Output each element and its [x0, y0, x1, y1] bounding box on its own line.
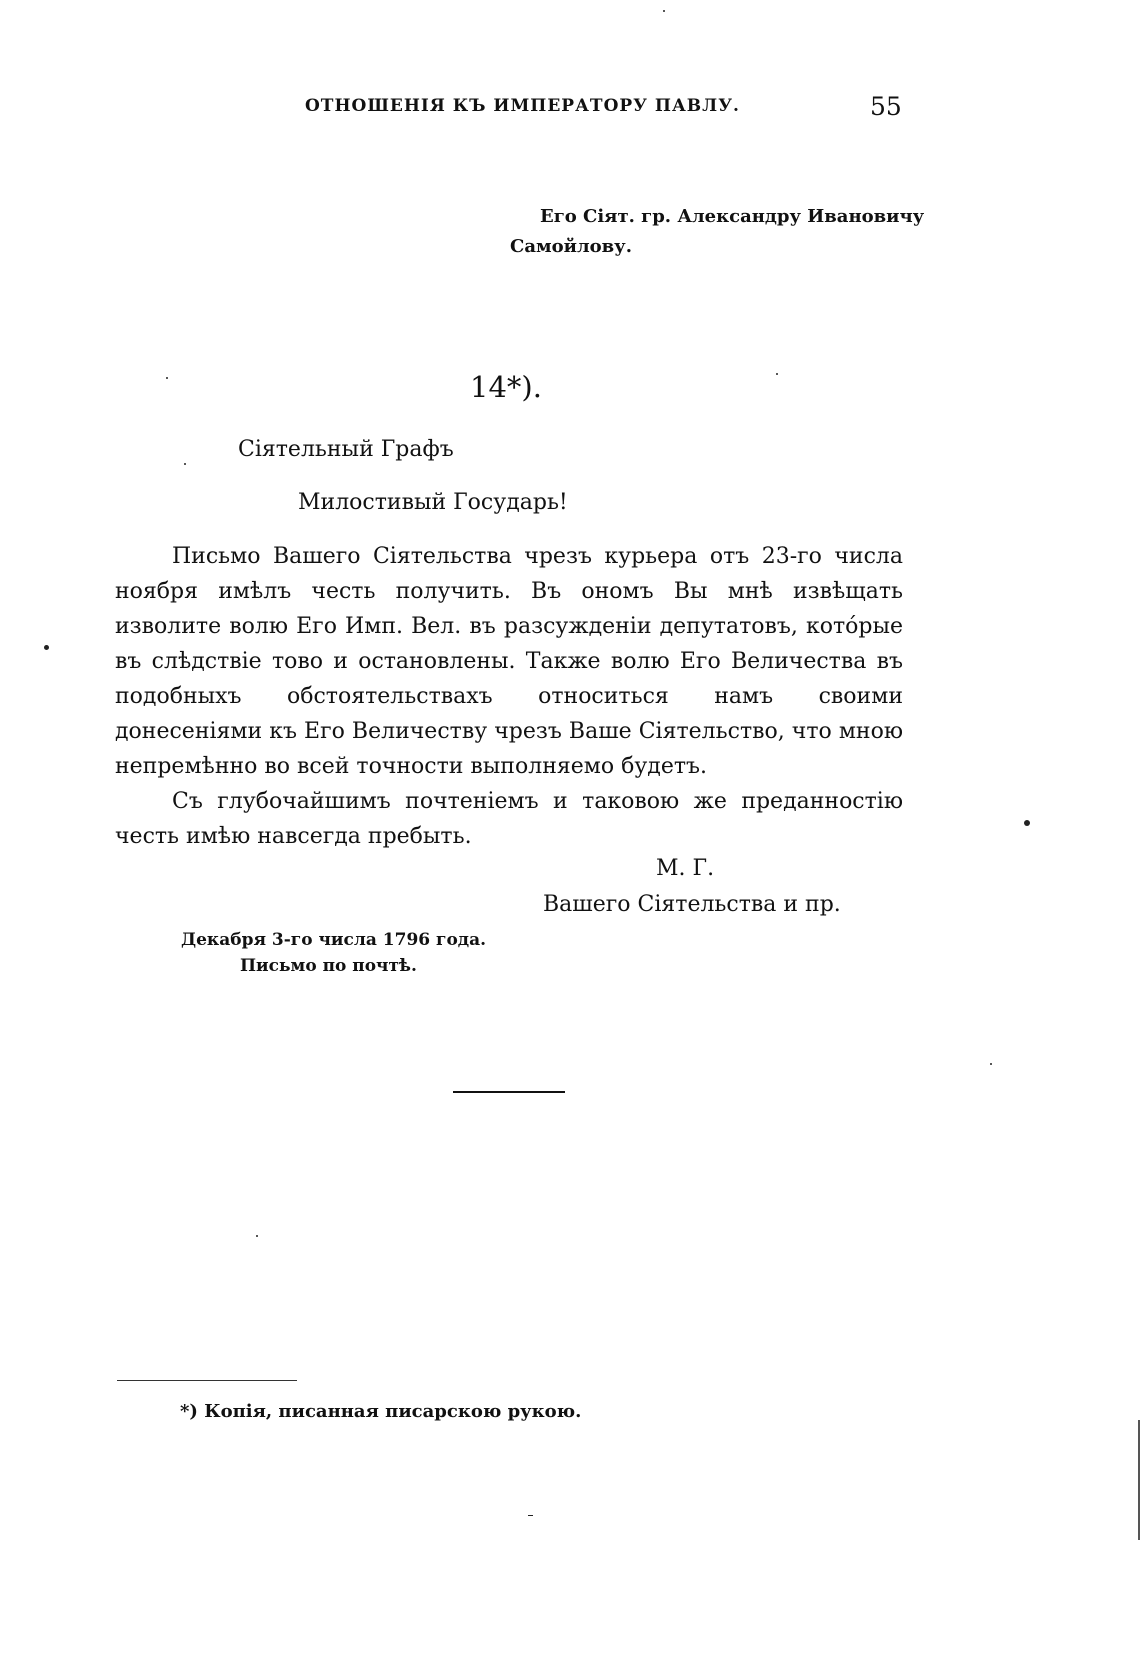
letter-date: Декабря 3-го числа 1796 года. [181, 930, 487, 950]
scan-speck [256, 1235, 258, 1237]
salutation-title: Сіятельный Графъ [238, 437, 454, 462]
scan-speck [1024, 820, 1030, 826]
scan-speck [990, 1063, 992, 1065]
scan-speck [528, 1515, 533, 1516]
letter-paragraph-2: Съ глубочайшимъ почтеніемъ и таковою же преданностію честь имѣю навсегда пребыть. [115, 789, 903, 849]
addressee-line-1: Его Сіят. гр. Александру Ивановичу [540, 206, 925, 227]
scan-speck [44, 645, 49, 650]
letter-number: 14*). [470, 370, 542, 404]
section-divider [453, 1091, 565, 1093]
scan-speck [776, 373, 778, 375]
page-number: 55 [870, 92, 902, 121]
delivery-note: Письмо по почтѣ. [240, 956, 417, 976]
scan-speck [663, 10, 665, 12]
footnote-rule [117, 1380, 297, 1381]
footnote: *) Копія, писанная писарскою рукою. [180, 1401, 582, 1422]
salutation-address: Милостивый Государь! [298, 490, 568, 515]
closing-signature: Вашего Сіятельства и пр. [543, 892, 841, 917]
scan-speck [166, 377, 168, 379]
letter-paragraph-1: Письмо Вашего Сіятельства чрезъ курьера отъ 23-го числа ноября имѣлъ честь получить. Въ ономъ Вы мнѣ извѣщать изволите волю Его Имп. Вел. въ разсужденіи депутатовъ, котóрые въ слѣдствіе тово и остановлены. Также волю Его Величества въ подобныхъ обстоятельствахъ относиться намъ своими донесеніями къ Его Величеству чрезъ Ваше Сіятельство, что мною непремѣнно во всей точности выполняемо будетъ. [115, 544, 903, 779]
scan-speck [184, 463, 186, 465]
running-title: ОТНОШЕНІЯ КЪ ИМПЕРАТОРУ ПАВЛУ. [305, 96, 740, 116]
closing-initials: М. Г. [656, 856, 715, 881]
addressee-line-2: Самойлову. [510, 236, 632, 257]
